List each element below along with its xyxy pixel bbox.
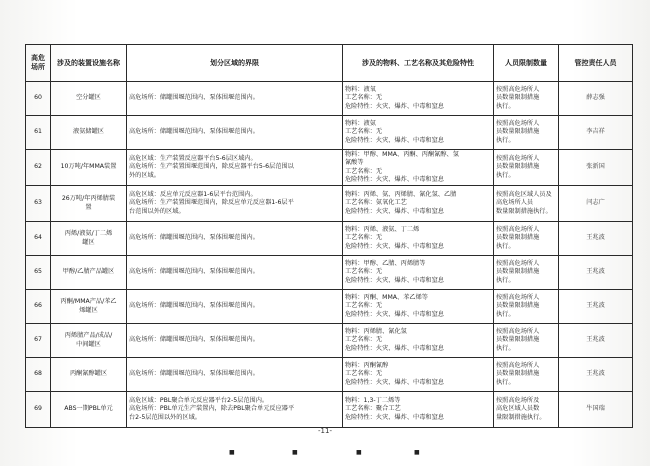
materials-hazards xyxy=(343,256,494,290)
materials-hazards-line: 物料：液氨 xyxy=(345,120,376,128)
table-body xyxy=(26,82,633,428)
table-row xyxy=(26,256,633,290)
facility-name xyxy=(51,290,127,324)
facility-name xyxy=(51,150,127,186)
personnel-limit xyxy=(494,222,559,256)
personnel-limit-line: 执行。 xyxy=(496,310,515,318)
facility-name-line: 丙酮氰醇罐区 xyxy=(69,370,108,378)
row-number: 68 xyxy=(26,358,51,392)
materials-hazards-line: 工艺名称：无 xyxy=(345,370,383,378)
table-row xyxy=(26,82,633,116)
materials-hazards-line: 危险特性：火灾、爆炸、中毒和窒息 xyxy=(345,175,444,183)
boundary-description-line: 高危场所：储罐围堰范围内、泵体围堰范围内。 xyxy=(129,94,259,102)
boundary-description xyxy=(127,392,343,428)
header-limit: 人员限制数量 xyxy=(494,45,559,82)
personnel-limit xyxy=(494,256,559,290)
materials-hazards xyxy=(343,222,494,256)
personnel-limit-line: 员数量限制措施 xyxy=(496,128,540,136)
materials-hazards-line: 工艺名称：氨氧化工艺 xyxy=(345,199,407,207)
personnel-limit-line: 按照高危场所人 xyxy=(496,328,540,336)
materials-hazards-line: 物料：丙酮、MMA、苯乙烯等 xyxy=(345,294,428,302)
personnel-limit xyxy=(494,116,559,150)
personnel-limit-line: 数量限制措施执行。 xyxy=(496,207,552,215)
boundary-description xyxy=(127,358,343,392)
personnel-limit xyxy=(494,290,559,324)
boundary-description xyxy=(127,150,343,186)
materials-hazards-line: 危险特性：火灾、爆炸、中毒和窒息 xyxy=(345,242,444,250)
boundary-description xyxy=(127,324,343,358)
boundary-description xyxy=(127,290,343,324)
table-row xyxy=(26,324,633,358)
facility-name xyxy=(51,324,127,358)
materials-hazards-line: 工艺名称：无 xyxy=(345,268,383,276)
header-facility: 涉及的装置设施名称 xyxy=(51,45,127,82)
materials-hazards xyxy=(343,392,494,428)
personnel-limit-line: 执行。 xyxy=(496,378,515,386)
high-risk-area-table xyxy=(25,44,633,428)
personnel-limit-line: 按照高危场所及 xyxy=(496,397,540,405)
personnel-limit-line: 执行。 xyxy=(496,242,515,250)
footer-dot: ■ xyxy=(414,449,420,456)
materials-hazards-line: 工艺名称：无 xyxy=(345,234,383,242)
header-responsible: 管控责任人员 xyxy=(559,45,633,82)
materials-hazards-line: 工艺名称：无 xyxy=(345,336,383,344)
facility-name-line: 甲醇/乙腈产品罐区 xyxy=(62,268,115,276)
table-row xyxy=(26,150,633,186)
responsible-person: 牛国瑞 xyxy=(559,392,633,428)
materials-hazards-line: 物料：丙烯、液氨、丁二烯 xyxy=(345,226,420,234)
materials-hazards xyxy=(343,358,494,392)
facility-name xyxy=(51,116,127,150)
personnel-limit-line: 员数量限制措施 xyxy=(496,234,540,242)
facility-name xyxy=(51,222,127,256)
personnel-limit-line: 员数量限制措施 xyxy=(496,370,540,378)
facility-name-line: ABS一期PBL单元 xyxy=(64,405,113,413)
materials-hazards xyxy=(343,290,494,324)
table-row xyxy=(26,358,633,392)
boundary-description xyxy=(127,222,343,256)
table-row xyxy=(26,116,633,150)
row-number: 64 xyxy=(26,222,51,256)
personnel-limit-line: 按照高危场所人 xyxy=(496,155,540,163)
facility-name-line: 空分罐区 xyxy=(76,94,101,102)
boundary-description-line: 高危场所：储罐围堰范围内、泵体围堰范围内。 xyxy=(129,268,259,276)
facility-name-line: 26万吨/年丙烯腈装 xyxy=(61,195,116,203)
materials-hazards xyxy=(343,150,494,186)
header-boundary: 划分区域的界限 xyxy=(127,45,343,82)
materials-hazards-line: 危险特性：火灾、爆炸、中毒和窒息 xyxy=(345,344,444,352)
responsible-person: 王兆波 xyxy=(559,222,633,256)
facility-name-line: 罐区 xyxy=(82,238,95,246)
footer-dot: ■ xyxy=(356,449,362,456)
row-number: 60 xyxy=(26,82,51,116)
personnel-limit-line: 员数量限制措施 xyxy=(496,163,540,171)
row-number: 63 xyxy=(26,186,51,222)
boundary-description xyxy=(127,116,343,150)
row-number: 61 xyxy=(26,116,51,150)
materials-hazards-line: 物料：1,3-丁二烯等 xyxy=(345,397,401,405)
facility-name-line: 丙烯/液氨/丁二烯 xyxy=(64,230,113,238)
table-row xyxy=(26,392,633,428)
facility-name xyxy=(51,358,127,392)
materials-hazards-line: 危险特性：火灾、爆炸、中毒和窒息 xyxy=(345,310,444,318)
personnel-limit-line: 按照高危场所人 xyxy=(496,120,540,128)
facility-name-line: 10万吨/年MMA装置 xyxy=(60,163,117,171)
materials-hazards-line: 工艺名称：无 xyxy=(345,94,383,102)
boundary-description-line: 高危区域：PBL聚合单元反应器平台2-5层范围内。 xyxy=(129,397,269,405)
personnel-limit xyxy=(494,186,559,222)
row-number: 62 xyxy=(26,150,51,186)
facility-name-line: 液氨储罐区 xyxy=(73,128,104,136)
row-number: 67 xyxy=(26,324,51,358)
header-area: 高危场所 xyxy=(26,45,51,82)
personnel-limit-line: 高危场所人员 xyxy=(496,199,534,207)
boundary-description-line: 高危场所：生产装置围堰范围内，除反应单元反应器1-6层平 xyxy=(129,199,294,207)
materials-hazards-line: 物料：甲醇、MMA、丙酮、丙酮氰醇、氢 xyxy=(345,151,459,159)
personnel-limit xyxy=(494,324,559,358)
materials-hazards xyxy=(343,186,494,222)
table-row xyxy=(26,186,633,222)
materials-hazards-line: 物料：丙烯、氨、丙烯腈、氰化氢、乙腈 xyxy=(345,191,457,199)
materials-hazards-line: 危险特性：火灾、爆炸、中毒和窒息 xyxy=(345,207,444,215)
materials-hazards-line: 工艺名称：无 xyxy=(345,167,383,175)
facility-name xyxy=(51,186,127,222)
boundary-description-line: 台范围以外的区域。 xyxy=(129,207,185,215)
materials-hazards-line: 氰酸等 xyxy=(345,159,364,167)
boundary-description-line: 高危区域：反应单元反应器1-6层平台范围内。 xyxy=(129,191,257,199)
boundary-description-line: 高危场所：储罐围堰范围内、泵体围堰范围内。 xyxy=(129,234,259,242)
personnel-limit-line: 员数量限制措施 xyxy=(496,268,540,276)
boundary-description xyxy=(127,186,343,222)
materials-hazards-line: 危险特性：火灾、爆炸、中毒和窒息 xyxy=(345,276,444,284)
footer-dot: ■ xyxy=(292,449,298,456)
row-number: 66 xyxy=(26,290,51,324)
footer-dot: ■ xyxy=(229,449,235,456)
materials-hazards xyxy=(343,324,494,358)
materials-hazards-line: 工艺名称：无 xyxy=(345,128,383,136)
materials-hazards-line: 物料：液氧 xyxy=(345,86,376,94)
personnel-limit-line: 执行。 xyxy=(496,171,515,179)
materials-hazards-line: 工艺名称：聚合工艺 xyxy=(345,405,401,413)
materials-hazards xyxy=(343,116,494,150)
personnel-limit-line: 按照高危场所人 xyxy=(496,260,540,268)
boundary-description-line: 高危场所：储罐围堰范围内、泵体围堰范围内。 xyxy=(129,128,259,136)
facility-name xyxy=(51,392,127,428)
personnel-limit-line: 按照高危场所人 xyxy=(496,226,540,234)
personnel-limit-line: 员数量限制措施 xyxy=(496,94,540,102)
page-number: -11- xyxy=(318,427,332,435)
responsible-person: 闫志广 xyxy=(559,186,633,222)
personnel-limit-line: 执行。 xyxy=(496,136,515,144)
materials-hazards-line: 物料：丙烯腈、氰化氢 xyxy=(345,328,407,336)
boundary-description-line: 高危场所：储罐围堰范围内、泵体围堰范围内。 xyxy=(129,370,259,378)
facility-name-line: 丙烯腈产品/成品/ xyxy=(64,332,113,340)
boundary-description xyxy=(127,256,343,290)
personnel-limit-line: 按照高危区域人员及 xyxy=(496,191,552,199)
facility-name-line: 置 xyxy=(85,203,92,211)
table-row xyxy=(26,222,633,256)
personnel-limit-line: 员数量限制措施 xyxy=(496,336,540,344)
facility-name-line: 丙酮/MMA产品/苯乙 xyxy=(60,298,117,306)
materials-hazards-line: 危险特性：火灾、爆炸、中毒和窒息 xyxy=(345,136,444,144)
responsible-person: 李吉祥 xyxy=(559,116,633,150)
responsible-person: 王兆波 xyxy=(559,358,633,392)
header-materials: 涉及的物料、工艺名称及其危险特性 xyxy=(343,45,494,82)
facility-name xyxy=(51,82,127,116)
materials-hazards-line: 危险特性：火灾、爆炸、中毒和窒息 xyxy=(345,102,444,110)
row-number: 69 xyxy=(26,392,51,428)
responsible-person: 王兆波 xyxy=(559,290,633,324)
boundary-description-line: 高危场所：PBL单元生产装置内，除去PBL聚合单元反应器平 xyxy=(129,405,295,413)
personnel-limit-line: 执行。 xyxy=(496,276,515,284)
boundary-description-line: 台2-5层范围以外的区域。 xyxy=(129,413,201,421)
facility-name-line: 烯罐区 xyxy=(79,306,98,314)
personnel-limit-line: 量限制措施执行。 xyxy=(496,413,546,421)
boundary-description-line: 高危场所：储罐围堰范围内、泵体围堰范围内。 xyxy=(129,336,259,344)
personnel-limit-line: 执行。 xyxy=(496,344,515,352)
personnel-limit xyxy=(494,150,559,186)
personnel-limit-line: 按照高危场所人 xyxy=(496,86,540,94)
responsible-person: 王兆波 xyxy=(559,256,633,290)
facility-name xyxy=(51,256,127,290)
boundary-description-line: 外的区域。 xyxy=(129,171,160,179)
materials-hazards xyxy=(343,82,494,116)
materials-hazards-line: 工艺名称：无 xyxy=(345,302,383,310)
boundary-description xyxy=(127,82,343,116)
personnel-limit-line: 按照高危场所人 xyxy=(496,362,540,370)
personnel-limit-line: 按照高危场所人 xyxy=(496,294,540,302)
personnel-limit xyxy=(494,392,559,428)
responsible-person: 王兆波 xyxy=(559,324,633,358)
table-header-row xyxy=(26,45,633,82)
boundary-description-line: 高危区域：生产装置反应器平台5-6层区域内。 xyxy=(129,155,257,163)
materials-hazards-line: 危险特性：火灾、爆炸、中毒和窒息 xyxy=(345,378,444,386)
materials-hazards-line: 危险特性：火灾、爆炸、中毒和窒息 xyxy=(345,413,444,421)
materials-hazards-line: 物料：甲醇、乙腈、丙烯腈等 xyxy=(345,260,426,268)
facility-name-line: 中间罐区 xyxy=(76,340,101,348)
personnel-limit-line: 高危区域人员数 xyxy=(496,405,540,413)
responsible-person: 张新国 xyxy=(559,150,633,186)
responsible-person: 薛志强 xyxy=(559,82,633,116)
row-number: 65 xyxy=(26,256,51,290)
boundary-description-line: 高危场所：生产装置围堰范围内，除反应器平台5-6层范围以 xyxy=(129,163,294,171)
table-row xyxy=(26,290,633,324)
personnel-limit xyxy=(494,358,559,392)
personnel-limit xyxy=(494,82,559,116)
personnel-limit-line: 执行。 xyxy=(496,102,515,110)
boundary-description-line: 高危场所：储罐围堰范围内、泵体围堰范围内。 xyxy=(129,302,259,310)
materials-hazards-line: 物料：丙酮氰醇 xyxy=(345,362,389,370)
personnel-limit-line: 员数量限制措施 xyxy=(496,302,540,310)
